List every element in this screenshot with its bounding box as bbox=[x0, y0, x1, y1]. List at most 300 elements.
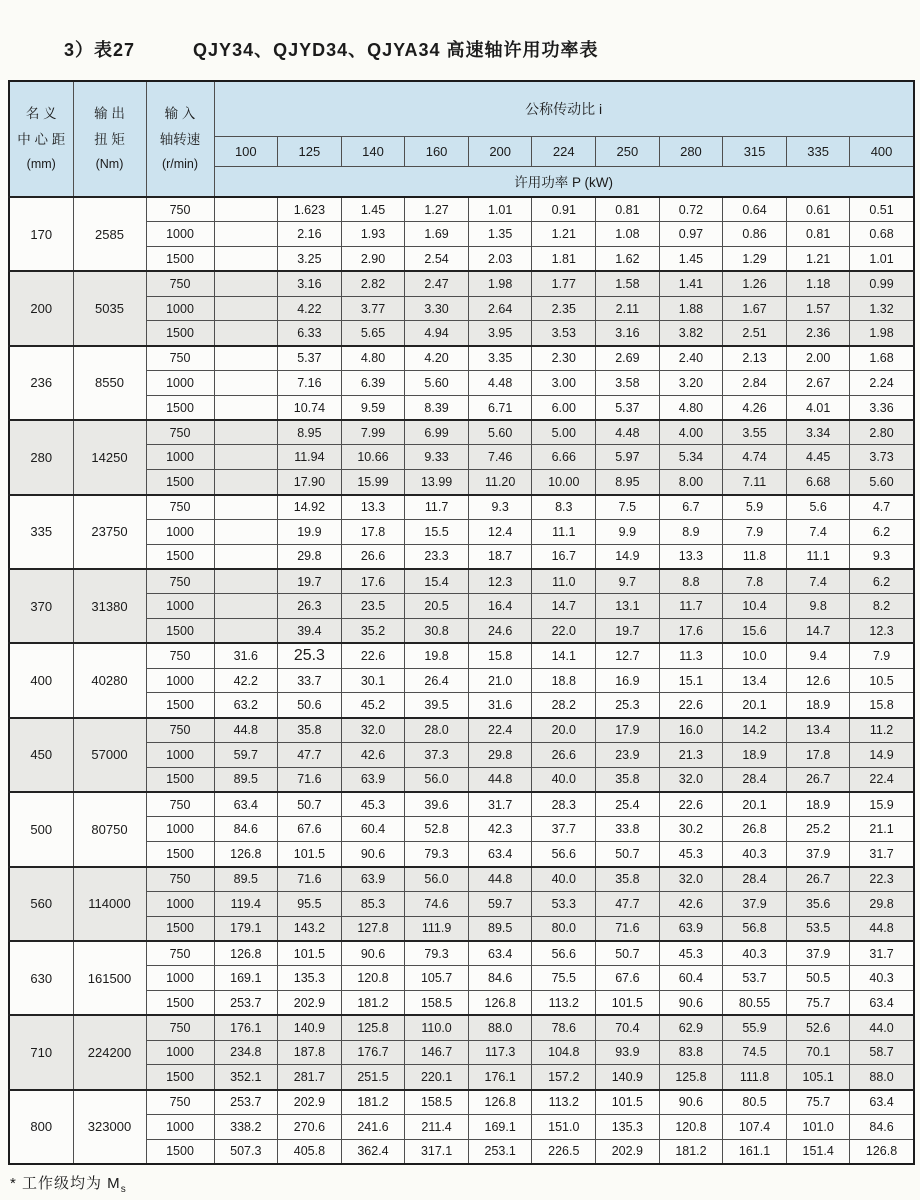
power-value-cell: 101.5 bbox=[596, 991, 660, 1016]
power-value-cell: 9.3 bbox=[468, 495, 532, 520]
ratio-column-header: 140 bbox=[341, 136, 405, 166]
power-value-cell: 10.74 bbox=[278, 395, 342, 420]
input-speed-cell: 1500 bbox=[146, 916, 214, 941]
ratio-column-header: 125 bbox=[278, 136, 342, 166]
power-value-cell: 7.9 bbox=[850, 643, 914, 668]
power-value-cell: 352.1 bbox=[214, 1065, 278, 1090]
power-value-cell: 55.9 bbox=[723, 1015, 787, 1040]
power-value-cell: 4.7 bbox=[850, 495, 914, 520]
power-value-cell: 1.45 bbox=[659, 247, 723, 272]
power-value-cell: 26.6 bbox=[341, 544, 405, 569]
power-value-cell: 0.72 bbox=[659, 197, 723, 222]
power-value-cell: 2.30 bbox=[532, 346, 596, 371]
header-power-label: 许用功率 P (kW) bbox=[214, 166, 914, 197]
power-value-cell: 71.6 bbox=[278, 867, 342, 892]
power-value-cell: 3.25 bbox=[278, 247, 342, 272]
input-speed-cell: 1500 bbox=[146, 693, 214, 718]
power-value-cell: 4.48 bbox=[596, 420, 660, 445]
power-value-cell: 20.5 bbox=[405, 594, 469, 619]
power-value-cell: 29.8 bbox=[278, 544, 342, 569]
power-value-cell: 317.1 bbox=[405, 1139, 469, 1164]
power-value-cell: 44.0 bbox=[850, 1015, 914, 1040]
power-value-cell: 89.5 bbox=[468, 916, 532, 941]
power-value-cell: 1.62 bbox=[596, 247, 660, 272]
power-value-cell: 5.9 bbox=[723, 495, 787, 520]
table-row bbox=[9, 197, 914, 222]
output-torque-cell: 2585 bbox=[73, 197, 146, 271]
power-value-cell: 3.36 bbox=[850, 395, 914, 420]
power-value-cell: 40.3 bbox=[723, 842, 787, 867]
power-value-cell: 44.8 bbox=[468, 767, 532, 792]
power-value-cell: 74.5 bbox=[723, 1040, 787, 1065]
power-value-cell: 40.0 bbox=[532, 867, 596, 892]
power-value-cell: 26.7 bbox=[786, 867, 850, 892]
power-value-cell: 78.6 bbox=[532, 1015, 596, 1040]
power-value-cell: 26.4 bbox=[405, 668, 469, 693]
power-value-cell: 70.1 bbox=[786, 1040, 850, 1065]
power-value-cell: 13.3 bbox=[341, 495, 405, 520]
power-value-cell: 22.4 bbox=[468, 718, 532, 743]
power-value-cell: 2.24 bbox=[850, 371, 914, 396]
power-value-cell: 1.98 bbox=[850, 321, 914, 346]
power-value-cell: 126.8 bbox=[214, 941, 278, 966]
power-value-cell: 50.7 bbox=[596, 842, 660, 867]
center-distance-cell: 800 bbox=[9, 1090, 73, 1164]
power-value-cell: 5.6 bbox=[786, 495, 850, 520]
power-value-cell: 7.5 bbox=[596, 495, 660, 520]
power-value-cell: 6.00 bbox=[532, 395, 596, 420]
input-speed-cell: 1000 bbox=[146, 891, 214, 916]
power-value-cell: 1.27 bbox=[405, 197, 469, 222]
power-value-cell: 0.61 bbox=[786, 197, 850, 222]
power-value-cell: 26.6 bbox=[532, 743, 596, 768]
power-value-cell: 80.55 bbox=[723, 991, 787, 1016]
power-value-cell: 2.00 bbox=[786, 346, 850, 371]
power-value-cell: 6.68 bbox=[786, 470, 850, 495]
power-value-cell: 111.8 bbox=[723, 1065, 787, 1090]
power-value-cell: 7.4 bbox=[786, 519, 850, 544]
power-value-cell: 16.4 bbox=[468, 594, 532, 619]
power-value-cell: 126.8 bbox=[850, 1139, 914, 1164]
power-value-cell: 15.8 bbox=[850, 693, 914, 718]
power-value-cell: 1.08 bbox=[596, 222, 660, 247]
power-value-cell: 10.0 bbox=[723, 643, 787, 668]
power-value-cell: 59.7 bbox=[214, 743, 278, 768]
input-speed-cell: 1500 bbox=[146, 470, 214, 495]
power-value-cell: 7.11 bbox=[723, 470, 787, 495]
power-value-cell bbox=[214, 619, 278, 644]
power-value-cell: 44.8 bbox=[468, 867, 532, 892]
power-value-cell: 270.6 bbox=[278, 1114, 342, 1139]
input-speed-cell: 750 bbox=[146, 1015, 214, 1040]
power-value-cell: 14.7 bbox=[532, 594, 596, 619]
output-torque-cell: 8550 bbox=[73, 346, 146, 420]
power-value-cell: 4.01 bbox=[786, 395, 850, 420]
input-speed-cell: 1000 bbox=[146, 1114, 214, 1139]
power-value-cell: 140.9 bbox=[596, 1065, 660, 1090]
power-value-cell: 15.9 bbox=[850, 792, 914, 817]
power-value-cell: 32.0 bbox=[659, 867, 723, 892]
table-row bbox=[9, 867, 914, 892]
power-value-cell bbox=[214, 594, 278, 619]
power-value-cell: 89.5 bbox=[214, 767, 278, 792]
power-value-cell: 10.5 bbox=[850, 668, 914, 693]
power-value-cell: 10.4 bbox=[723, 594, 787, 619]
power-value-cell: 28.0 bbox=[405, 718, 469, 743]
power-value-cell: 126.8 bbox=[214, 842, 278, 867]
power-value-cell: 16.7 bbox=[532, 544, 596, 569]
power-value-cell bbox=[214, 420, 278, 445]
power-value-cell: 93.9 bbox=[596, 1040, 660, 1065]
footnote-marker: * bbox=[10, 1175, 17, 1192]
power-value-cell: 1.77 bbox=[532, 271, 596, 296]
power-value-cell: 1.21 bbox=[786, 247, 850, 272]
power-value-cell: 28.2 bbox=[532, 693, 596, 718]
power-value-cell: 3.55 bbox=[723, 420, 787, 445]
power-value-cell: 67.6 bbox=[278, 817, 342, 842]
power-value-cell: 31.7 bbox=[850, 842, 914, 867]
table-header bbox=[9, 81, 914, 197]
power-value-cell: 7.99 bbox=[341, 420, 405, 445]
power-value-cell bbox=[214, 247, 278, 272]
power-value-cell: 11.7 bbox=[659, 594, 723, 619]
power-value-cell: 2.40 bbox=[659, 346, 723, 371]
output-torque-cell: 40280 bbox=[73, 643, 146, 717]
power-value-cell: 6.2 bbox=[850, 519, 914, 544]
power-value-cell: 4.48 bbox=[468, 371, 532, 396]
power-value-cell: 202.9 bbox=[278, 1090, 342, 1115]
center-distance-cell: 450 bbox=[9, 718, 73, 792]
power-value-cell: 226.5 bbox=[532, 1139, 596, 1164]
power-value-cell: 26.8 bbox=[723, 817, 787, 842]
power-value-cell: 2.90 bbox=[341, 247, 405, 272]
power-value-cell: 3.34 bbox=[786, 420, 850, 445]
power-value-cell: 75.7 bbox=[786, 1090, 850, 1115]
output-torque-cell: 114000 bbox=[73, 867, 146, 941]
power-value-cell: 6.66 bbox=[532, 445, 596, 470]
power-value-cell: 2.67 bbox=[786, 371, 850, 396]
power-value-cell: 4.22 bbox=[278, 296, 342, 321]
power-value-cell: 187.8 bbox=[278, 1040, 342, 1065]
power-value-cell: 60.4 bbox=[659, 966, 723, 991]
power-value-cell: 1.67 bbox=[723, 296, 787, 321]
power-value-cell: 507.3 bbox=[214, 1139, 278, 1164]
power-value-cell: 17.90 bbox=[278, 470, 342, 495]
power-value-cell: 202.9 bbox=[278, 991, 342, 1016]
power-value-cell: 20.1 bbox=[723, 693, 787, 718]
power-value-cell: 37.9 bbox=[786, 941, 850, 966]
power-value-cell: 23.5 bbox=[341, 594, 405, 619]
output-torque-cell: 57000 bbox=[73, 718, 146, 792]
power-value-cell: 74.6 bbox=[405, 891, 469, 916]
table-row bbox=[9, 271, 914, 296]
power-value-cell: 1.68 bbox=[850, 346, 914, 371]
output-torque-cell: 14250 bbox=[73, 420, 146, 494]
output-torque-cell: 161500 bbox=[73, 941, 146, 1015]
input-speed-cell: 1500 bbox=[146, 767, 214, 792]
title-text: QJY34、QJYD34、QJYA34 高速轴许用功率表 bbox=[193, 40, 599, 60]
power-value-cell: 0.68 bbox=[850, 222, 914, 247]
center-distance-cell: 370 bbox=[9, 569, 73, 643]
power-value-cell: 120.8 bbox=[341, 966, 405, 991]
power-value-cell: 0.81 bbox=[786, 222, 850, 247]
power-value-cell: 23.3 bbox=[405, 544, 469, 569]
power-value-cell: 85.3 bbox=[341, 891, 405, 916]
power-value-cell: 3.00 bbox=[532, 371, 596, 396]
input-speed-cell: 750 bbox=[146, 1090, 214, 1115]
power-value-cell: 1.18 bbox=[786, 271, 850, 296]
power-value-cell: 40.0 bbox=[532, 767, 596, 792]
power-value-cell: 2.13 bbox=[723, 346, 787, 371]
power-value-cell: 50.6 bbox=[278, 693, 342, 718]
power-value-cell: 31.6 bbox=[214, 643, 278, 668]
power-value-cell: 3.82 bbox=[659, 321, 723, 346]
power-value-cell: 0.86 bbox=[723, 222, 787, 247]
power-value-cell: 59.7 bbox=[468, 891, 532, 916]
power-value-cell: 22.3 bbox=[850, 867, 914, 892]
power-value-cell: 50.5 bbox=[786, 966, 850, 991]
power-value-cell: 37.3 bbox=[405, 743, 469, 768]
center-distance-cell: 400 bbox=[9, 643, 73, 717]
power-value-cell: 28.4 bbox=[723, 867, 787, 892]
power-value-cell: 140.9 bbox=[278, 1015, 342, 1040]
power-value-cell: 5.37 bbox=[278, 346, 342, 371]
header-line: 输 入 bbox=[164, 106, 196, 122]
power-value-cell: 56.8 bbox=[723, 916, 787, 941]
power-value-cell: 111.9 bbox=[405, 916, 469, 941]
input-speed-cell: 1000 bbox=[146, 371, 214, 396]
header-line: 扭 矩 bbox=[94, 132, 125, 148]
input-speed-cell: 1500 bbox=[146, 991, 214, 1016]
power-value-cell: 176.1 bbox=[214, 1015, 278, 1040]
power-value-cell: 21.3 bbox=[659, 743, 723, 768]
power-value-cell: 8.39 bbox=[405, 395, 469, 420]
power-value-cell: 5.60 bbox=[850, 470, 914, 495]
power-value-cell bbox=[214, 371, 278, 396]
power-value-cell: 9.7 bbox=[596, 569, 660, 594]
power-value-cell: 88.0 bbox=[468, 1015, 532, 1040]
table-row bbox=[9, 1090, 914, 1115]
power-value-cell: 8.3 bbox=[532, 495, 596, 520]
ratio-column-header: 400 bbox=[850, 136, 914, 166]
power-value-cell: 3.35 bbox=[468, 346, 532, 371]
power-value-cell: 181.2 bbox=[341, 991, 405, 1016]
power-value-cell: 17.9 bbox=[596, 718, 660, 743]
power-value-cell: 79.3 bbox=[405, 941, 469, 966]
power-value-cell: 39.5 bbox=[405, 693, 469, 718]
power-value-cell: 47.7 bbox=[278, 743, 342, 768]
power-value-cell: 5.60 bbox=[405, 371, 469, 396]
input-speed-cell: 750 bbox=[146, 643, 214, 668]
header-line: 中 心 距 bbox=[17, 132, 66, 148]
power-value-cell: 44.8 bbox=[850, 916, 914, 941]
power-value-cell: 44.8 bbox=[214, 718, 278, 743]
power-value-cell: 2.84 bbox=[723, 371, 787, 396]
power-value-cell: 14.9 bbox=[596, 544, 660, 569]
power-value-cell: 11.2 bbox=[850, 718, 914, 743]
input-speed-cell: 1500 bbox=[146, 395, 214, 420]
power-value-cell: 1.98 bbox=[468, 271, 532, 296]
header-output-torque bbox=[73, 81, 146, 197]
power-value-cell: 105.1 bbox=[786, 1065, 850, 1090]
power-value-cell: 1.01 bbox=[468, 197, 532, 222]
ratio-column-header: 250 bbox=[596, 136, 660, 166]
power-value-cell bbox=[214, 470, 278, 495]
power-value-cell: 42.2 bbox=[214, 668, 278, 693]
power-value-cell bbox=[214, 197, 278, 222]
power-value-cell: 4.94 bbox=[405, 321, 469, 346]
input-speed-cell: 750 bbox=[146, 867, 214, 892]
power-value-cell: 1.26 bbox=[723, 271, 787, 296]
input-speed-cell: 1500 bbox=[146, 247, 214, 272]
power-value-cell: 80.0 bbox=[532, 916, 596, 941]
power-value-cell: 37.7 bbox=[532, 817, 596, 842]
power-value-cell: 1.81 bbox=[532, 247, 596, 272]
input-speed-cell: 1500 bbox=[146, 544, 214, 569]
power-value-cell: 11.1 bbox=[532, 519, 596, 544]
power-value-cell: 17.6 bbox=[341, 569, 405, 594]
power-value-cell: 4.74 bbox=[723, 445, 787, 470]
power-value-cell: 179.1 bbox=[214, 916, 278, 941]
power-value-cell: 7.4 bbox=[786, 569, 850, 594]
power-value-cell: 2.36 bbox=[786, 321, 850, 346]
power-value-cell: 22.4 bbox=[850, 767, 914, 792]
power-value-cell: 71.6 bbox=[278, 767, 342, 792]
power-value-cell: 89.5 bbox=[214, 867, 278, 892]
power-value-cell: 5.97 bbox=[596, 445, 660, 470]
power-value-cell: 17.6 bbox=[659, 619, 723, 644]
power-value-cell: 63.4 bbox=[468, 842, 532, 867]
input-speed-cell: 1000 bbox=[146, 519, 214, 544]
power-value-cell: 181.2 bbox=[659, 1139, 723, 1164]
power-value-cell: 2.69 bbox=[596, 346, 660, 371]
power-value-cell: 8.00 bbox=[659, 470, 723, 495]
power-value-cell: 7.16 bbox=[278, 371, 342, 396]
input-speed-cell: 750 bbox=[146, 420, 214, 445]
input-speed-cell: 1000 bbox=[146, 817, 214, 842]
power-value-cell: 33.7 bbox=[278, 668, 342, 693]
power-value-cell: 362.4 bbox=[341, 1139, 405, 1164]
header-line: 输 出 bbox=[94, 106, 125, 122]
input-speed-cell: 750 bbox=[146, 346, 214, 371]
power-value-cell: 50.7 bbox=[278, 792, 342, 817]
power-value-cell: 113.2 bbox=[532, 991, 596, 1016]
power-value-cell: 6.33 bbox=[278, 321, 342, 346]
power-value-cell: 4.80 bbox=[659, 395, 723, 420]
power-value-cell: 13.99 bbox=[405, 470, 469, 495]
header-center-distance bbox=[9, 81, 73, 197]
power-value-cell: 1.29 bbox=[723, 247, 787, 272]
power-value-cell: 20.1 bbox=[723, 792, 787, 817]
power-value-cell: 241.6 bbox=[341, 1114, 405, 1139]
power-value-cell: 117.3 bbox=[468, 1040, 532, 1065]
output-torque-cell: 323000 bbox=[73, 1090, 146, 1164]
power-value-cell: 29.8 bbox=[468, 743, 532, 768]
power-value-cell: 211.4 bbox=[405, 1114, 469, 1139]
power-value-cell: 338.2 bbox=[214, 1114, 278, 1139]
table-row bbox=[9, 792, 914, 817]
input-speed-cell: 750 bbox=[146, 792, 214, 817]
power-value-cell: 220.1 bbox=[405, 1065, 469, 1090]
power-value-cell: 42.6 bbox=[659, 891, 723, 916]
input-speed-cell: 1000 bbox=[146, 594, 214, 619]
ratio-column-header: 335 bbox=[786, 136, 850, 166]
power-value-cell: 90.6 bbox=[659, 1090, 723, 1115]
center-distance-cell: 500 bbox=[9, 792, 73, 866]
power-value-cell: 45.2 bbox=[341, 693, 405, 718]
power-value-cell: 3.30 bbox=[405, 296, 469, 321]
power-value-cell: 3.77 bbox=[341, 296, 405, 321]
power-value-cell: 13.4 bbox=[723, 668, 787, 693]
power-value-cell: 113.2 bbox=[532, 1090, 596, 1115]
power-value-cell: 35.6 bbox=[786, 891, 850, 916]
power-value-cell: 6.7 bbox=[659, 495, 723, 520]
power-value-cell bbox=[214, 395, 278, 420]
power-value-cell bbox=[214, 346, 278, 371]
power-value-cell: 4.00 bbox=[659, 420, 723, 445]
power-value-cell: 84.6 bbox=[214, 817, 278, 842]
power-value-cell: 15.8 bbox=[468, 643, 532, 668]
power-value-cell: 0.64 bbox=[723, 197, 787, 222]
center-distance-cell: 630 bbox=[9, 941, 73, 1015]
power-value-cell: 75.5 bbox=[532, 966, 596, 991]
power-value-cell: 143.2 bbox=[278, 916, 342, 941]
power-table bbox=[8, 80, 915, 1165]
power-value-cell: 35.8 bbox=[596, 767, 660, 792]
power-value-cell: 7.46 bbox=[468, 445, 532, 470]
power-value-cell: 9.8 bbox=[786, 594, 850, 619]
table-body bbox=[9, 197, 914, 1164]
power-value-cell: 90.6 bbox=[341, 842, 405, 867]
power-value-cell: 5.00 bbox=[532, 420, 596, 445]
power-value-cell: 19.7 bbox=[278, 569, 342, 594]
power-value-cell: 6.71 bbox=[468, 395, 532, 420]
power-value-cell: 9.4 bbox=[786, 643, 850, 668]
power-value-cell: 20.0 bbox=[532, 718, 596, 743]
power-value-cell: 45.3 bbox=[341, 792, 405, 817]
power-value-cell: 56.6 bbox=[532, 842, 596, 867]
power-value-cell: 29.8 bbox=[850, 891, 914, 916]
power-value-cell: 18.9 bbox=[723, 743, 787, 768]
power-value-cell: 281.7 bbox=[278, 1065, 342, 1090]
power-value-cell: 1.21 bbox=[532, 222, 596, 247]
power-value-cell: 6.2 bbox=[850, 569, 914, 594]
power-value-cell: 47.7 bbox=[596, 891, 660, 916]
power-value-cell: 63.9 bbox=[659, 916, 723, 941]
power-value-cell: 56.0 bbox=[405, 867, 469, 892]
ratio-column-header: 160 bbox=[405, 136, 469, 166]
power-value-cell: 3.58 bbox=[596, 371, 660, 396]
power-value-cell: 63.4 bbox=[850, 991, 914, 1016]
power-value-cell: 90.6 bbox=[659, 991, 723, 1016]
power-value-cell: 14.1 bbox=[532, 643, 596, 668]
power-value-cell: 8.2 bbox=[850, 594, 914, 619]
power-value-cell: 18.8 bbox=[532, 668, 596, 693]
power-value-cell: 63.4 bbox=[850, 1090, 914, 1115]
power-value-cell: 80.5 bbox=[723, 1090, 787, 1115]
input-speed-cell: 750 bbox=[146, 197, 214, 222]
power-value-cell: 11.7 bbox=[405, 495, 469, 520]
power-value-cell: 1.41 bbox=[659, 271, 723, 296]
power-value-cell: 202.9 bbox=[596, 1139, 660, 1164]
output-torque-cell: 80750 bbox=[73, 792, 146, 866]
power-value-cell: 1.01 bbox=[850, 247, 914, 272]
power-value-cell: 253.7 bbox=[214, 1090, 278, 1115]
power-value-cell: 125.8 bbox=[659, 1065, 723, 1090]
power-value-cell: 63.9 bbox=[341, 867, 405, 892]
ratio-column-header: 200 bbox=[468, 136, 532, 166]
header-unit: (r/min) bbox=[161, 156, 199, 171]
